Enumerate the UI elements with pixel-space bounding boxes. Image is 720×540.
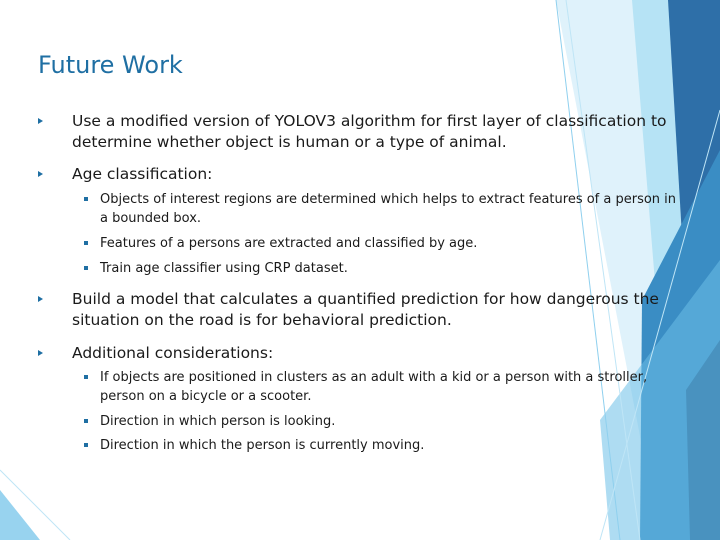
bullet-arrow-icon [38, 296, 43, 302]
sub-bullet-item: Direction in which the person is currently moving. [100, 438, 425, 453]
sub-bullet-item: Train age classifier using CRP dataset. [100, 261, 348, 276]
sub-bullet-item: Objects of interest regions are determined which helps to extract features of a person in a bounded box. [100, 192, 677, 226]
bullet-item: Use a modified version of YOLOV3 algorithm for first layer of classification to determine whether object is human or a type of animal. [72, 112, 667, 151]
sub-bullet-item: If objects are positioned in clusters as an adult with a kid or a person with a stroller, person on a bicycle or a scooter. [100, 370, 648, 404]
bullet-item: Age classification: [72, 165, 213, 183]
bullet-arrow-icon [38, 350, 43, 356]
sub-bullet-item: Direction in which person is looking. [100, 414, 336, 429]
bullet-arrow-icon [38, 118, 43, 124]
sub-bullet-square-icon [84, 443, 88, 447]
sub-bullet-square-icon [84, 266, 88, 270]
slide-title: Future Work [38, 51, 183, 79]
sub-bullet-item: Features of a persons are extracted and classified by age. [100, 236, 478, 251]
bullet-item: Additional considerations: [72, 344, 274, 362]
decor-left-corner [0, 490, 40, 540]
bullet-arrow-icon [38, 171, 43, 177]
sub-bullet-square-icon [84, 375, 88, 379]
sub-bullet-square-icon [84, 241, 88, 245]
sub-bullet-square-icon [84, 419, 88, 423]
bullet-item: Build a model that calculates a quantified prediction for how dangerous the situation on the road is for behavioral prediction. [72, 290, 659, 329]
sub-bullet-square-icon [84, 197, 88, 201]
